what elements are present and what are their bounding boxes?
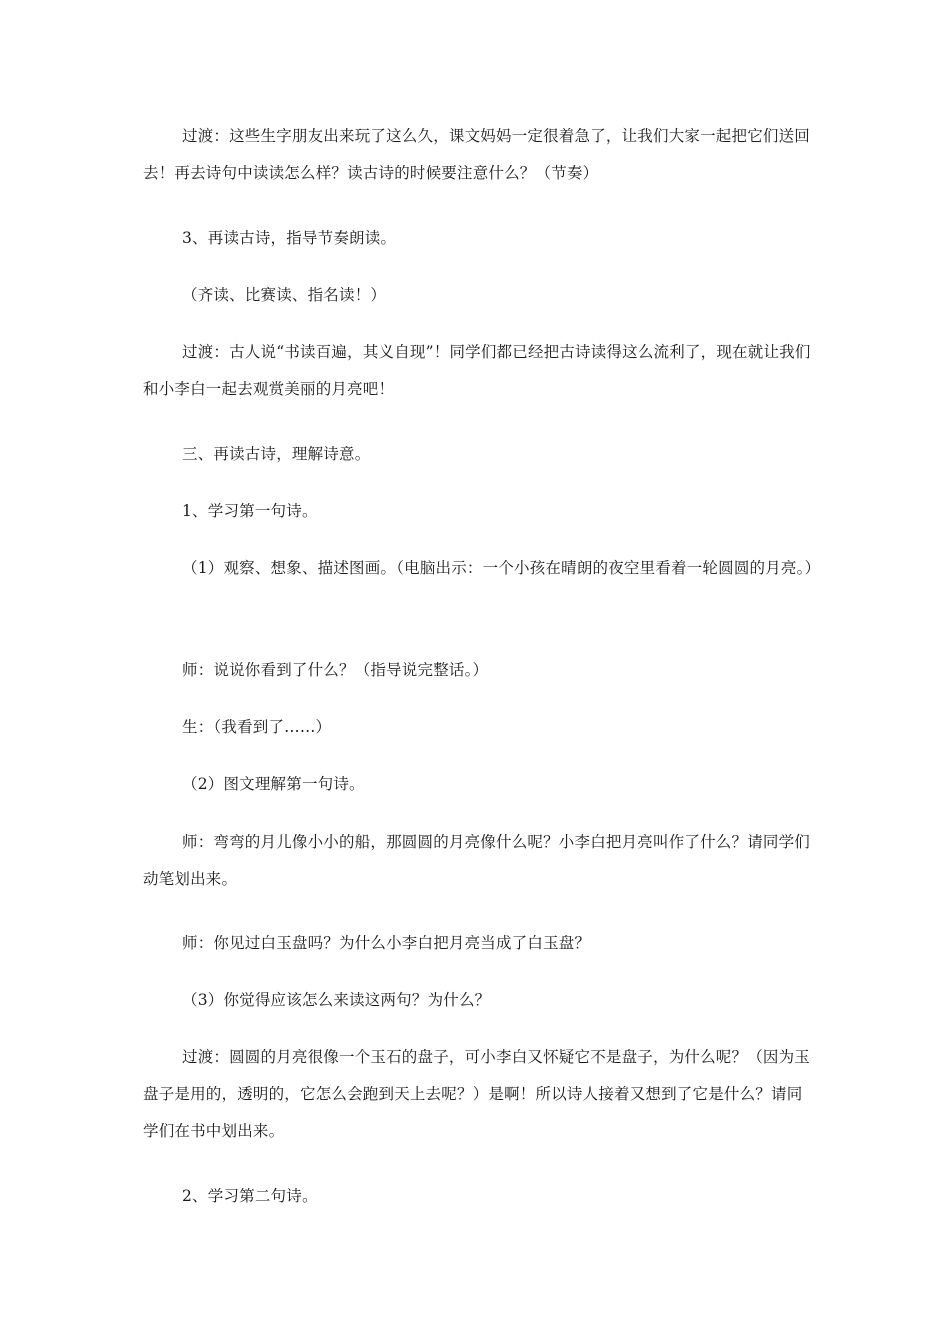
paragraph-observe-picture: （1）观察、想象、描述图画。（电脑出示：一个小孩在晴朗的夜空里看着一轮圆圆的月亮。）: [182, 559, 821, 577]
paragraph-learn-line-1: 1、学习第一句诗。: [182, 502, 318, 520]
paragraph-how-to-read: （3）你觉得应该怎么来读这两句？为什么？: [182, 991, 491, 1009]
paragraph-transition-2: 过渡：古人说“书读百遍，其义自现”！同学们都已经把古诗读得这么流利了，现在就让我们和小李白一起去观赏美丽的月亮吧！: [143, 343, 811, 398]
section-heading-3: 三、再读古诗，理解诗意。: [182, 445, 371, 463]
paragraph-reading-modes: （齐读、比赛读、指名读！）: [182, 286, 387, 304]
paragraph-teacher-question-3: 师：你见过白玉盘吗？为什么小李白把月亮当成了白玉盘？: [182, 934, 591, 952]
paragraph-learn-line-2: 2、学习第二句诗。: [182, 1187, 318, 1205]
paragraph-student-answer: 生：（我看到了……）: [182, 718, 332, 736]
paragraph-transition-3: 过渡：圆圆的月亮很像一个玉石的盘子，可小李白又怀疑它不是盘子，为什么呢？（因为玉盘子是用的，透明的，它怎么会跑到天上去呢？）是啊！所以诗人接着又想到了它是什么？请同学们在书中划出来。: [143, 1048, 811, 1140]
paragraph-step-3: 3、再读古诗，指导节奏朗读。: [182, 229, 397, 247]
paragraph-teacher-question-2: 师：弯弯的月儿像小小的船，那圆圆的月亮像什么呢？小李白把月亮叫作了什么？请同学们动笔划出来。: [143, 833, 811, 888]
paragraph-teacher-question-1: 师：说说你看到了什么？（指导说完整话。）: [182, 661, 489, 679]
paragraph-understand-line-1: （2）图文理解第一句诗。: [182, 775, 365, 793]
paragraph-transition-1: 过渡：这些生字朋友出来玩了这么久，课文妈妈一定很着急了，让我们大家一起把它们送回去！再去诗句中读读怎么样？读古诗的时候要注意什么？（节奏）: [143, 127, 811, 182]
